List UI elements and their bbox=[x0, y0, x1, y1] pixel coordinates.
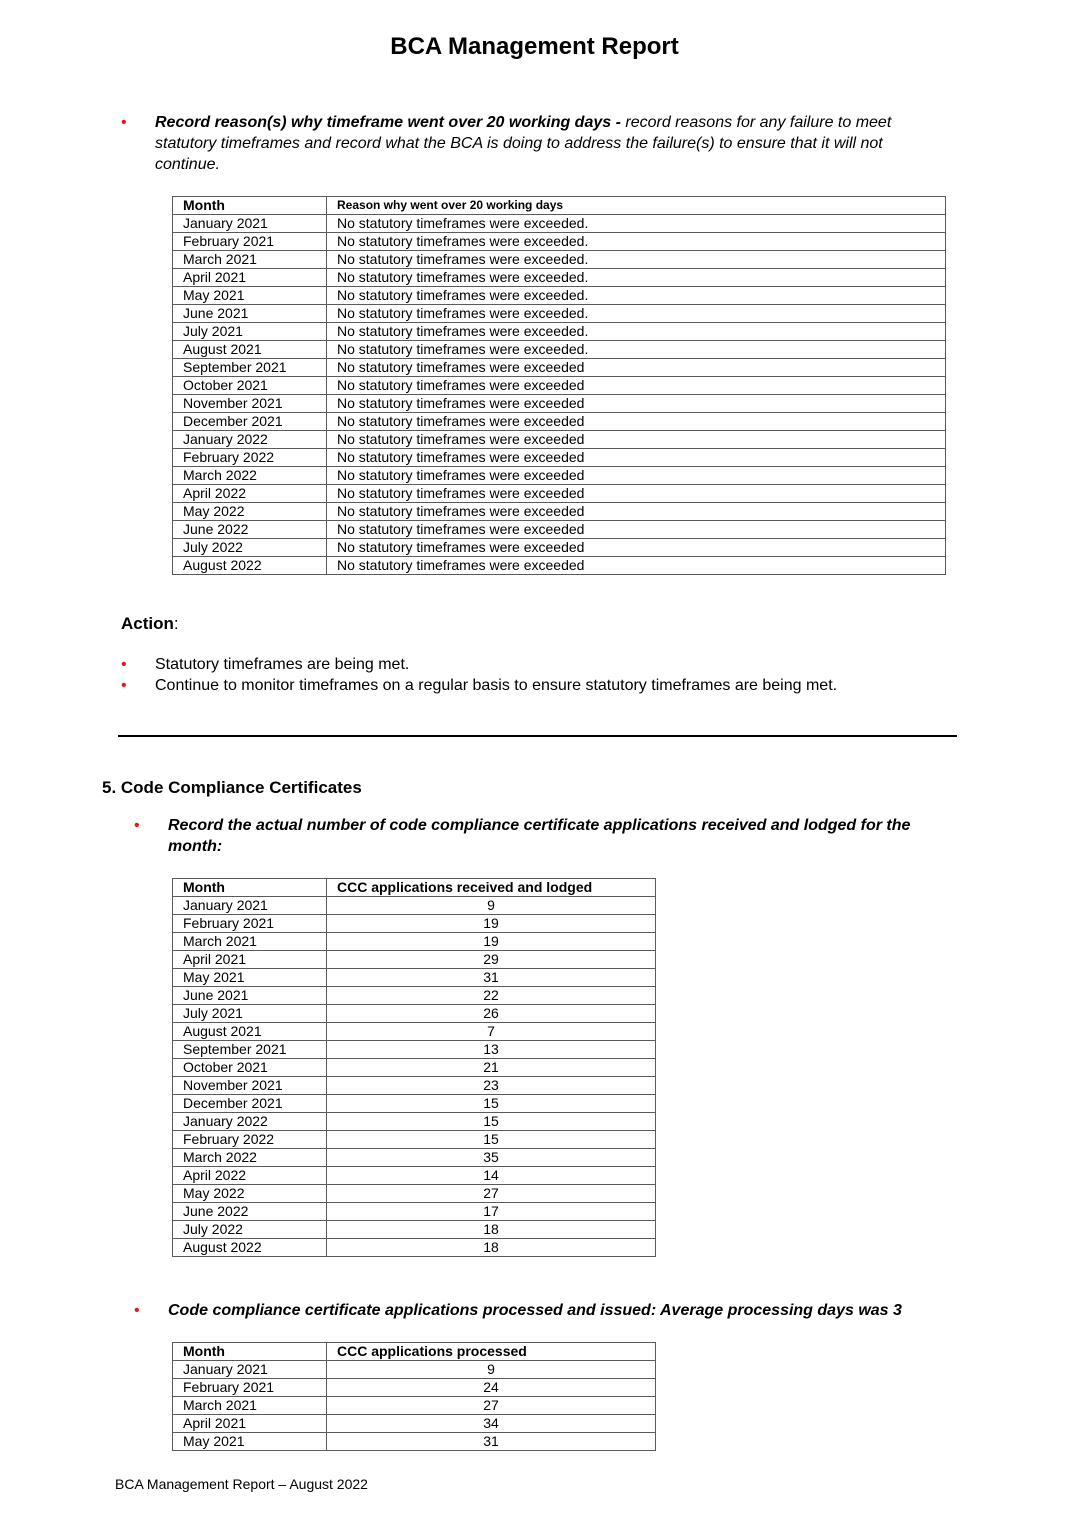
value-cell: No statutory timeframes were exceeded bbox=[327, 449, 946, 467]
table-row bbox=[173, 969, 656, 987]
table-row bbox=[173, 449, 946, 467]
value-cell: 19 bbox=[327, 933, 656, 951]
value-cell: No statutory timeframes were exceeded bbox=[327, 503, 946, 521]
value-cell: No statutory timeframes were exceeded. bbox=[327, 323, 946, 341]
value-cell: 18 bbox=[327, 1239, 656, 1257]
action-item: Continue to monitor timeframes on a regular basis to ensure statutory timeframes are being met. bbox=[155, 677, 838, 694]
month-cell: April 2022 bbox=[173, 485, 327, 503]
table-row bbox=[173, 431, 946, 449]
processed-bullet-text: Code compliance certificate applications processed and issued: Average processing days was 3 bbox=[168, 1302, 902, 1319]
month-cell: April 2021 bbox=[173, 951, 327, 969]
month-cell: July 2022 bbox=[173, 539, 327, 557]
month-cell: May 2021 bbox=[173, 1433, 327, 1451]
value-cell: 21 bbox=[327, 1059, 656, 1077]
timeframe-table bbox=[172, 196, 946, 575]
table-header-row bbox=[173, 879, 656, 897]
value-cell: 35 bbox=[327, 1149, 656, 1167]
page-title: BCA Management Report bbox=[390, 33, 679, 60]
table-row bbox=[173, 1239, 656, 1257]
intro-bullet-bold: Record reason(s) why timeframe went over 20 working days - bbox=[155, 114, 621, 131]
intro-bullet-rest: record reasons for any failure to meet statutory timeframes and record what the BCA is doing to address the failure(s) to ensure that it will not continue. bbox=[155, 114, 892, 173]
table-row bbox=[173, 413, 946, 431]
table-row bbox=[173, 951, 656, 969]
value-cell: No statutory timeframes were exceeded. bbox=[327, 251, 946, 269]
value-cell: No statutory timeframes were exceeded bbox=[327, 431, 946, 449]
value-cell: No statutory timeframes were exceeded bbox=[327, 413, 946, 431]
received-bullet-text: Record the actual number of code compliance certificate applications received and lodged for the month: bbox=[168, 817, 911, 855]
month-cell: May 2021 bbox=[173, 287, 327, 305]
table-row bbox=[173, 1433, 656, 1451]
table-row bbox=[173, 933, 656, 951]
value-cell: 9 bbox=[327, 1361, 656, 1379]
table-row bbox=[173, 1023, 656, 1041]
table-row bbox=[173, 503, 946, 521]
bullet-icon: • bbox=[121, 656, 127, 673]
month-cell: April 2021 bbox=[173, 1415, 327, 1433]
month-cell: August 2021 bbox=[173, 1023, 327, 1041]
value-cell: 13 bbox=[327, 1041, 656, 1059]
table-row bbox=[173, 1167, 656, 1185]
month-cell: January 2022 bbox=[173, 431, 327, 449]
table-row bbox=[173, 467, 946, 485]
month-cell: March 2021 bbox=[173, 251, 327, 269]
ccc-received-table bbox=[172, 878, 656, 1257]
table-row bbox=[173, 287, 946, 305]
column-header-month: Month bbox=[173, 197, 327, 215]
value-cell: No statutory timeframes were exceeded. bbox=[327, 215, 946, 233]
month-cell: August 2022 bbox=[173, 557, 327, 575]
action-item: Statutory timeframes are being met. bbox=[155, 656, 410, 673]
table-row bbox=[173, 323, 946, 341]
month-cell: May 2022 bbox=[173, 1185, 327, 1203]
month-cell: July 2021 bbox=[173, 1005, 327, 1023]
table-row bbox=[173, 377, 946, 395]
month-cell: February 2021 bbox=[173, 1379, 327, 1397]
table-row bbox=[173, 395, 946, 413]
month-cell: November 2021 bbox=[173, 1077, 327, 1095]
table-row bbox=[173, 1113, 656, 1131]
value-cell: 22 bbox=[327, 987, 656, 1005]
month-cell: January 2021 bbox=[173, 897, 327, 915]
month-cell: August 2022 bbox=[173, 1239, 327, 1257]
table-row bbox=[173, 1095, 656, 1113]
column-header-received: CCC applications received and lodged bbox=[327, 879, 656, 897]
table-row bbox=[173, 215, 946, 233]
month-cell: December 2021 bbox=[173, 1095, 327, 1113]
table-row bbox=[173, 1203, 656, 1221]
table-row bbox=[173, 1397, 656, 1415]
table-header-row bbox=[173, 197, 946, 215]
month-cell: February 2021 bbox=[173, 915, 327, 933]
value-cell: No statutory timeframes were exceeded bbox=[327, 485, 946, 503]
month-cell: October 2021 bbox=[173, 377, 327, 395]
table-row bbox=[173, 897, 656, 915]
table-row bbox=[173, 1041, 656, 1059]
table-row bbox=[173, 1379, 656, 1397]
month-cell: January 2021 bbox=[173, 215, 327, 233]
page-footer: BCA Management Report – August 2022 bbox=[115, 1476, 368, 1492]
month-cell: February 2022 bbox=[173, 449, 327, 467]
action-heading: Action: bbox=[121, 614, 179, 633]
bullet-icon: • bbox=[121, 677, 127, 694]
table-row bbox=[173, 1149, 656, 1167]
table-row bbox=[173, 915, 656, 933]
table-row bbox=[173, 539, 946, 557]
value-cell: 19 bbox=[327, 915, 656, 933]
table-row bbox=[173, 1221, 656, 1239]
table-row bbox=[173, 1361, 656, 1379]
value-cell: No statutory timeframes were exceeded bbox=[327, 377, 946, 395]
month-cell: May 2022 bbox=[173, 503, 327, 521]
month-cell: June 2022 bbox=[173, 521, 327, 539]
table-row bbox=[173, 1131, 656, 1149]
value-cell: No statutory timeframes were exceeded bbox=[327, 359, 946, 377]
month-cell: August 2021 bbox=[173, 341, 327, 359]
value-cell: 23 bbox=[327, 1077, 656, 1095]
table-row bbox=[173, 1077, 656, 1095]
value-cell: 27 bbox=[327, 1185, 656, 1203]
table-row bbox=[173, 305, 946, 323]
table-row bbox=[173, 521, 946, 539]
column-header-month: Month bbox=[173, 879, 327, 897]
value-cell: No statutory timeframes were exceeded bbox=[327, 557, 946, 575]
section-heading: 5. Code Compliance Certificates bbox=[102, 778, 362, 797]
value-cell: 7 bbox=[327, 1023, 656, 1041]
month-cell: March 2021 bbox=[173, 1397, 327, 1415]
value-cell: 29 bbox=[327, 951, 656, 969]
table-row bbox=[173, 341, 946, 359]
month-cell: February 2022 bbox=[173, 1131, 327, 1149]
table-row bbox=[173, 251, 946, 269]
table-row bbox=[173, 269, 946, 287]
month-cell: May 2021 bbox=[173, 969, 327, 987]
value-cell: 24 bbox=[327, 1379, 656, 1397]
value-cell: 15 bbox=[327, 1113, 656, 1131]
month-cell: January 2021 bbox=[173, 1361, 327, 1379]
month-cell: June 2021 bbox=[173, 987, 327, 1005]
value-cell: 14 bbox=[327, 1167, 656, 1185]
table-row bbox=[173, 485, 946, 503]
column-header-month: Month bbox=[173, 1343, 327, 1361]
month-cell: February 2021 bbox=[173, 233, 327, 251]
table-row bbox=[173, 987, 656, 1005]
value-cell: 26 bbox=[327, 1005, 656, 1023]
month-cell: January 2022 bbox=[173, 1113, 327, 1131]
value-cell: No statutory timeframes were exceeded. bbox=[327, 341, 946, 359]
month-cell: September 2021 bbox=[173, 1041, 327, 1059]
value-cell: 31 bbox=[327, 1433, 656, 1451]
horizontal-divider bbox=[118, 735, 957, 737]
month-cell: March 2021 bbox=[173, 933, 327, 951]
table-row bbox=[173, 233, 946, 251]
table-row bbox=[173, 1005, 656, 1023]
value-cell: No statutory timeframes were exceeded bbox=[327, 539, 946, 557]
value-cell: 31 bbox=[327, 969, 656, 987]
column-header-processed: CCC applications processed bbox=[327, 1343, 656, 1361]
value-cell: 18 bbox=[327, 1221, 656, 1239]
table-row bbox=[173, 1059, 656, 1077]
month-cell: November 2021 bbox=[173, 395, 327, 413]
ccc-processed-table bbox=[172, 1342, 656, 1451]
value-cell: 9 bbox=[327, 897, 656, 915]
value-cell: No statutory timeframes were exceeded. bbox=[327, 233, 946, 251]
month-cell: June 2022 bbox=[173, 1203, 327, 1221]
value-cell: 15 bbox=[327, 1131, 656, 1149]
value-cell: No statutory timeframes were exceeded bbox=[327, 521, 946, 539]
bullet-icon: • bbox=[121, 114, 127, 131]
value-cell: 17 bbox=[327, 1203, 656, 1221]
bullet-icon: • bbox=[134, 1302, 140, 1319]
month-cell: September 2021 bbox=[173, 359, 327, 377]
month-cell: July 2022 bbox=[173, 1221, 327, 1239]
table-row bbox=[173, 1185, 656, 1203]
value-cell: No statutory timeframes were exceeded bbox=[327, 395, 946, 413]
value-cell: 34 bbox=[327, 1415, 656, 1433]
table-row bbox=[173, 557, 946, 575]
value-cell: No statutory timeframes were exceeded. bbox=[327, 269, 946, 287]
month-cell: July 2021 bbox=[173, 323, 327, 341]
intro-bullet-text bbox=[155, 112, 945, 175]
month-cell: October 2021 bbox=[173, 1059, 327, 1077]
value-cell: No statutory timeframes were exceeded bbox=[327, 467, 946, 485]
value-cell: 27 bbox=[327, 1397, 656, 1415]
table-row bbox=[173, 359, 946, 377]
month-cell: March 2022 bbox=[173, 467, 327, 485]
month-cell: March 2022 bbox=[173, 1149, 327, 1167]
value-cell: No statutory timeframes were exceeded. bbox=[327, 305, 946, 323]
table-row bbox=[173, 1415, 656, 1433]
month-cell: April 2022 bbox=[173, 1167, 327, 1185]
month-cell: June 2021 bbox=[173, 305, 327, 323]
bullet-icon: • bbox=[134, 817, 140, 834]
month-cell: December 2021 bbox=[173, 413, 327, 431]
column-header-reason: Reason why went over 20 working days bbox=[327, 197, 946, 215]
table-header-row bbox=[173, 1343, 656, 1361]
value-cell: 15 bbox=[327, 1095, 656, 1113]
month-cell: April 2021 bbox=[173, 269, 327, 287]
value-cell: No statutory timeframes were exceeded. bbox=[327, 287, 946, 305]
